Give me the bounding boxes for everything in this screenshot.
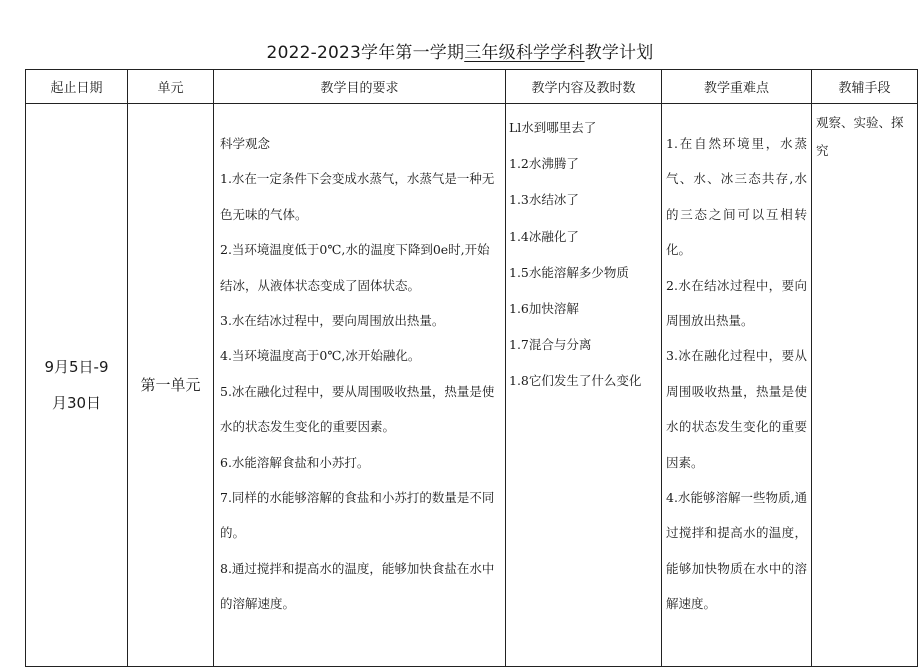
title-underlined: 三年级科学学科	[464, 43, 585, 63]
date-cell	[26, 104, 128, 667]
lesson-item: 1.4冰融化了	[509, 228, 579, 244]
means-cell: 观察、实验、探究	[812, 104, 918, 667]
header-content: 教学内容及教时数	[506, 70, 662, 104]
difficulty-item: 3.冰在融化过程中，要从周围吸收热量，热量是使水的状态发生变化的重要因素。	[666, 348, 807, 470]
difficulty-item: 2.水在结冰过程中，要向周围放出热量。	[666, 277, 807, 329]
date-line-1: 9月5日-9	[44, 358, 109, 376]
teaching-plan-table	[25, 69, 918, 667]
lesson-item: 1.2水沸腾了	[509, 156, 579, 172]
goals-item: 6.水能溶解食盐和小苏打。	[220, 454, 370, 470]
goals-item: 3.水在结冰过程中，要向周围放出热量。	[220, 313, 445, 329]
goals-item: 2.当环境温度低于0℃,水的温度下降到0e时,开始结冰，从液体状态变成了固体状态。	[220, 242, 490, 293]
goals-item: 科学观念	[220, 136, 271, 151]
lesson-item: 1.3水结冰了	[509, 192, 579, 208]
table-row	[26, 104, 918, 667]
header-difficulty: 教学重难点	[662, 70, 812, 104]
difficulty-item: 4.水能够溶解一些物质,通过搅拌和提高水的温度，能够加快物质在水中的溶解速度。	[666, 490, 807, 612]
header-means: 教辅手段	[812, 70, 918, 104]
difficulty-cell	[662, 104, 812, 667]
lesson-item: 1.8它们发生了什么变化	[509, 373, 642, 389]
header-goals: 教学目的要求	[214, 70, 506, 104]
header-row	[26, 70, 918, 104]
document-title	[0, 38, 920, 63]
unit-cell: 第一单元	[128, 104, 214, 667]
header-date: 起止日期	[26, 70, 128, 104]
lesson-item: Ll水到哪里去了	[509, 120, 597, 135]
goals-item: 4.当环境温度高于0℃,冰开始融化。	[220, 348, 421, 364]
content-cell	[506, 104, 662, 667]
goals-cell	[214, 104, 506, 667]
date-line-2: 月30日	[51, 394, 102, 412]
header-unit: 单元	[128, 70, 214, 104]
goals-item: 1.水在一定条件下会变成水蒸气，水蒸气是一种无色无味的气体。	[220, 171, 495, 222]
goals-item: 5.冰在融化过程中，要从周围吸收热量，热量是使水的状态发生变化的重要因素。	[220, 383, 495, 435]
difficulty-item: 1.在自然环境里，水蒸气、水、冰三态共存,水的三态之间可以互相转化。	[666, 136, 807, 258]
title-suffix: 教学计划	[584, 43, 654, 63]
goals-item: 8.通过搅拌和提高水的温度，能够加快食盐在水中的溶解速度。	[220, 560, 495, 612]
title-prefix: 2022-2023学年第一学期	[266, 43, 465, 63]
lesson-item: 1.7混合与分离	[509, 337, 592, 353]
goals-item: 7.同样的水能够溶解的食盐和小苏打的数量是不同的。	[220, 490, 495, 541]
lesson-item: 1.6加快溶解	[509, 301, 579, 317]
lesson-item: 1.5水能溶解多少物质	[509, 264, 629, 280]
